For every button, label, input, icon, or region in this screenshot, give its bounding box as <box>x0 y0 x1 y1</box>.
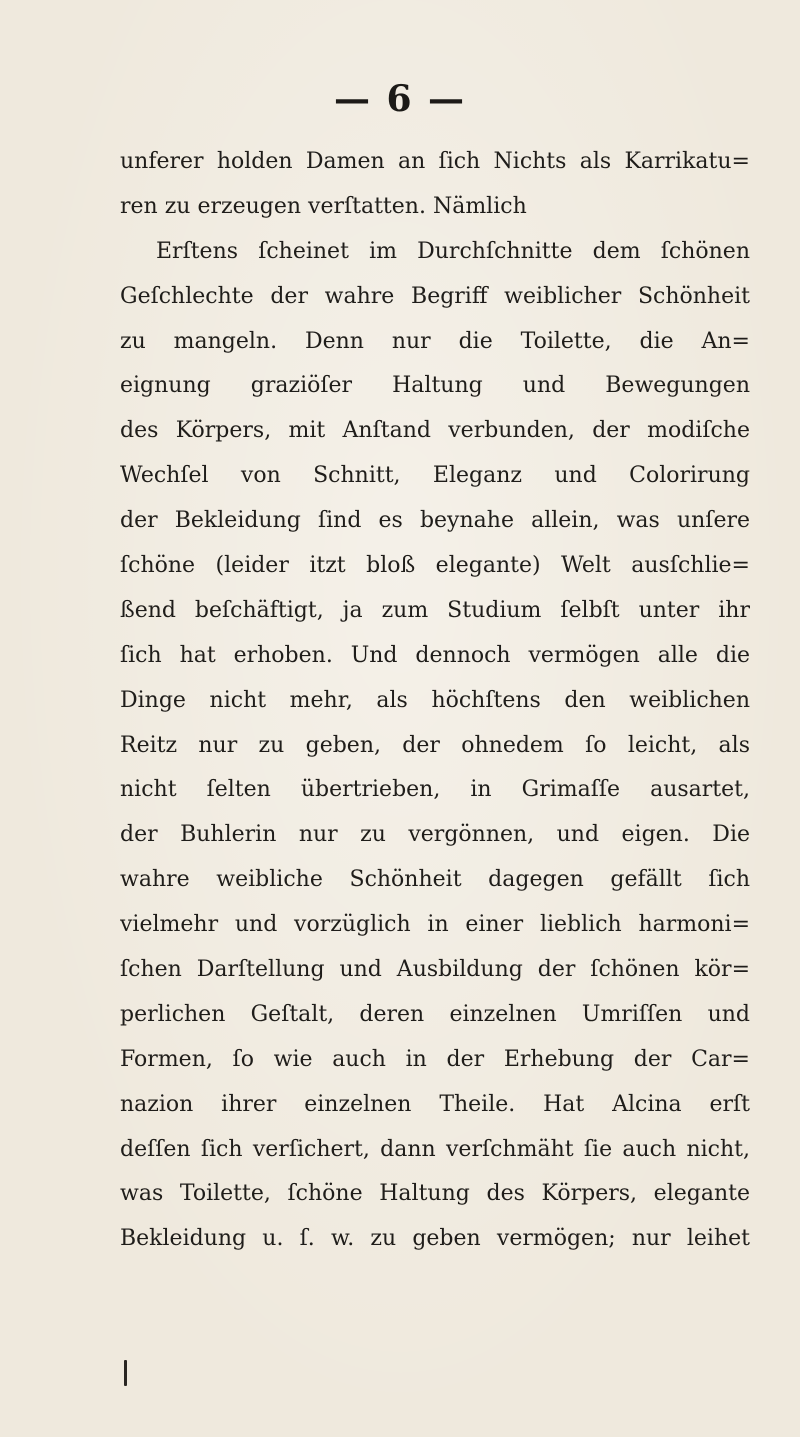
text-line: vielmehr und vorzüglich in einer lieblich harmoni= <box>120 912 750 938</box>
text-line: Formen, ſo wie auch in der Erhebung der Car= <box>120 1046 750 1072</box>
text-line: ßend beſchäftigt, ja zum Studium ſelbſt unter ihr <box>120 597 750 623</box>
text-line: unferer holden Damen an ſich Nichts als Karrikatu= <box>120 149 750 174</box>
text-line: wahre weibliche Schönheit dagegen gefällt ſich <box>120 867 750 893</box>
text-line: zu mangeln. Denn nur die Toilette, die An= <box>120 328 750 354</box>
text-line: der Bekleidung ſind es beynahe allein, was unſere <box>120 508 750 534</box>
text-line: Wechſel von Schnitt, Eleganz und Colorirung <box>120 463 750 489</box>
text-line: eignung graziöſer Haltung und Bewegungen <box>120 373 750 399</box>
text-line: nazion ihrer einzelnen Theile. Hat Alcina erſt <box>120 1091 750 1117</box>
text-line: ſchen Darſtellung und Ausbildung der ſchönen kör= <box>120 957 750 983</box>
text-line: deſſen ſich verſichert, dann verſchmäht ſie auch nicht, <box>120 1136 750 1162</box>
text-line: der Buhlerin nur zu vergönnen, und eigen. Die <box>120 822 750 848</box>
text-line: perlichen Geſtalt, deren einzelnen Umriſſen und <box>120 1001 750 1027</box>
text-line: ſchöne (leider itzt bloß elegante) Welt ausſchlie= <box>120 553 750 579</box>
text-line: Geſchlechte der wahre Begriff weiblicher Schönheit <box>120 283 750 309</box>
text-line: Bekleidung u. ſ. w. zu geben vermögen; nur leihet <box>120 1226 750 1252</box>
ink-mark <box>124 1360 127 1386</box>
text-line: Erſtens ſcheinet im Durchſchnitte dem ſchönen <box>156 238 750 264</box>
page-number: — 6 — <box>333 78 467 120</box>
text-line: Reitz nur zu geben, der ohnedem ſo leicht, als <box>120 732 750 758</box>
text-line: nicht ſelten übertrieben, in Grimaſſe ausartet, <box>120 777 750 803</box>
text-line: des Körpers, mit Anſtand verbunden, der modiſche <box>120 418 750 444</box>
text-line: Dinge nicht mehr, als höchſtens den weiblichen <box>120 687 750 713</box>
text-line: was Toilette, ſchöne Haltung des Körpers, elegante <box>120 1181 750 1207</box>
text-line: ren zu erzeugen verſtatten. Nämlich <box>120 193 527 219</box>
text-line: ſich hat erhoben. Und dennoch vermögen alle die <box>120 642 750 668</box>
body-text <box>120 140 750 1262</box>
